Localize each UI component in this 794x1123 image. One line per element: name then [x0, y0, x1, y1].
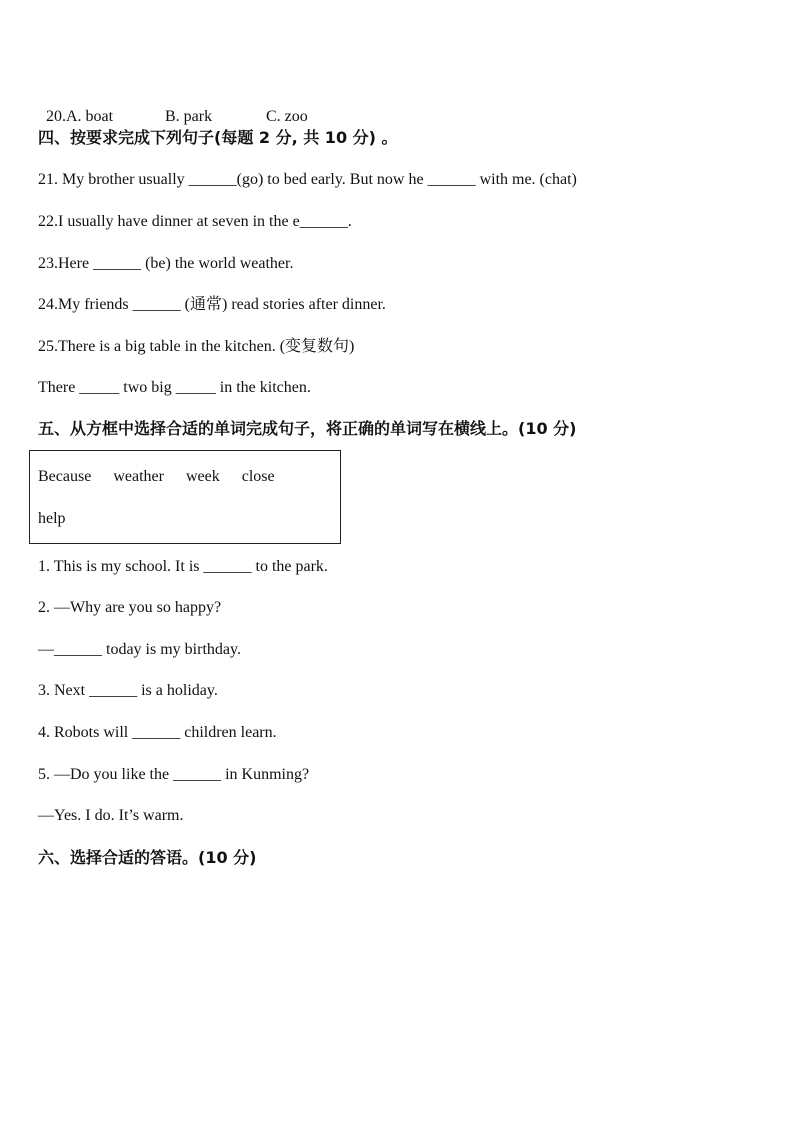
section-4-heading: 四、按要求完成下列句子(每题 2 分, 共 10 分) 。: [38, 128, 398, 147]
word-box: [29, 450, 341, 544]
question-24: 24.My friends ______ (通常) read stories after dinner.: [38, 296, 386, 313]
word-week: week: [185, 468, 220, 485]
fill-item-1: 1. This is my school. It is ______ to the park.: [38, 558, 328, 575]
question-21: 21. My brother usually ______(go) to bed early. But now he ______ with me. (chat): [38, 171, 577, 188]
option-b: B. park: [165, 108, 213, 125]
word-weather: weather: [113, 468, 164, 485]
question-number: 20.: [46, 108, 66, 125]
question-20: [38, 87, 308, 127]
fill-item-5: 5. —Do you like the ______ in Kunming?: [38, 766, 310, 783]
word-box-row: [38, 468, 297, 486]
word-close: close: [241, 468, 275, 485]
fill-item-3: 3. Next ______ is a holiday.: [38, 682, 218, 699]
question-22: 22.I usually have dinner at seven in the e______.: [38, 213, 352, 230]
question-25: 25.There is a big table in the kitchen. (变复数句): [38, 338, 355, 355]
option-c: C. zoo: [266, 108, 308, 125]
question-23: 23.Here ______ (be) the world weather.: [38, 255, 294, 272]
fill-item-4: 4. Robots will ______ children learn.: [38, 724, 277, 741]
option-a: A. boat: [66, 108, 114, 125]
fill-item-2: 2. —Why are you so happy?: [38, 599, 222, 616]
fill-item-5-reply: —Yes. I do. It’s warm.: [38, 807, 184, 824]
word-help: help: [38, 510, 66, 527]
question-25-answer-line: There _____ two big _____ in the kitchen.: [38, 379, 311, 396]
fill-item-2-reply: —______ today is my birthday.: [38, 641, 241, 658]
section-5-heading: 五、从方框中选择合适的单词完成句子，将正确的单词写在横线上。(10 分): [38, 419, 577, 438]
word-because: Because: [38, 468, 92, 485]
section-6-heading: 六、选择合适的答语。(10 分): [38, 848, 257, 867]
